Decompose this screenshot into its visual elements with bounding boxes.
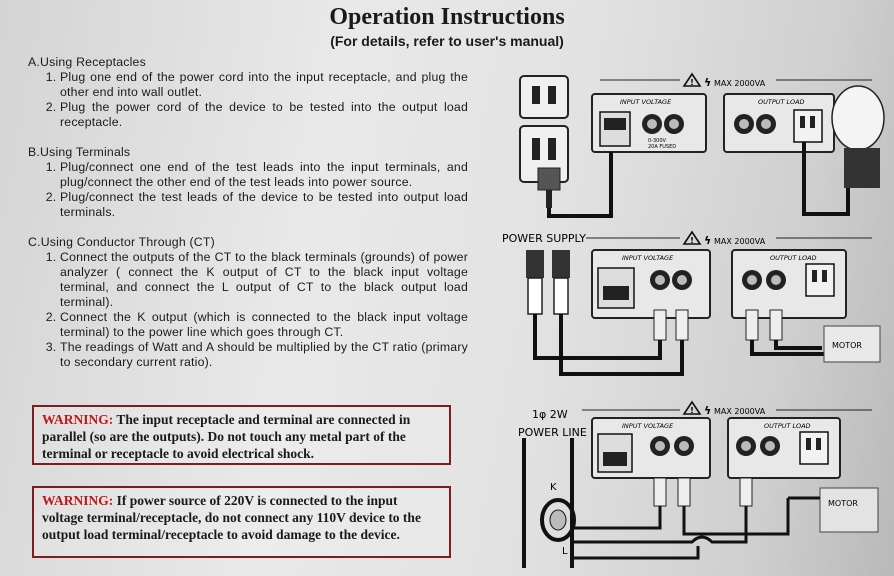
current-transformer-icon: [542, 500, 574, 540]
output-load-label: OUTPUT LOAD: [758, 98, 805, 106]
instructions: [28, 55, 468, 385]
output-load-label: OUTPUT LOAD: [764, 422, 811, 430]
max-rating-label: MAX 2000VA: [714, 237, 766, 246]
motor-icon: [820, 488, 878, 532]
wall-plug: [538, 168, 560, 190]
warning-text: The input receptacle and terminal are connected in parallel (so are the outputs). Do not touch any metal part of the terminal or receptacle to avoid electrical shock.: [42, 412, 411, 461]
step: 2. Connect the K output (which is connected to the black input voltage terminal) to the power line which goes through CT.: [60, 310, 468, 340]
svg-text:ϟ: ϟ: [704, 76, 712, 89]
page-title: Operation Instructions: [329, 4, 565, 30]
diagram-terminals: [502, 232, 880, 374]
warning-triangle-icon: [684, 232, 711, 247]
light-bulb-icon: [832, 86, 884, 188]
step: 1. Plug one end of the power cord into the input receptacle, and plug the other end into wall outlet.: [60, 70, 468, 100]
step: 3. The readings of Watt and A should be multiplied by the CT ratio (primary to secondary current ratio).: [60, 340, 468, 370]
wall-outlet: [520, 76, 568, 118]
power-supply-label: POWER SUPPLY: [502, 232, 586, 245]
diagram-ct: [518, 402, 878, 568]
warning-label: WARNING:: [42, 412, 114, 427]
step: 2. Plug the power cord of the device to be tested into the output load receptacle.: [60, 100, 468, 130]
input-voltage-label: INPUT VOLTAGE: [620, 98, 672, 106]
warning-box-parallel: [32, 405, 451, 465]
ct-k-label: K: [550, 482, 557, 493]
motor-label: MOTOR: [828, 499, 858, 508]
warning-triangle-icon: [684, 74, 711, 89]
page-subtitle: (For details, refer to user's manual): [330, 33, 564, 49]
output-load-label: OUTPUT LOAD: [770, 254, 817, 262]
svg-text:!: !: [690, 78, 694, 87]
power-line-label: POWER LINE: [518, 426, 587, 439]
ct-l-label: L: [562, 546, 568, 557]
wiring-diagram: [488, 58, 888, 568]
warning-label: WARNING:: [42, 493, 114, 508]
warning-box-220v: [32, 486, 451, 558]
warning-triangle-icon: [684, 402, 711, 417]
motor-label: MOTOR: [832, 341, 862, 350]
section-heading: B.Using Terminals: [28, 145, 131, 159]
step: 1. Plug/connect one end of the test leads into the input terminals, and plug/connect the other end of the test leads into power source.: [60, 160, 468, 190]
svg-text:!: !: [690, 406, 694, 415]
section-heading: A.Using Receptacles: [28, 55, 146, 69]
fuse-rating: 20A FUSED: [648, 144, 677, 150]
svg-text:ϟ: ϟ: [704, 234, 712, 247]
phase-label: 1φ 2W: [532, 408, 568, 421]
section-a: [28, 55, 468, 130]
diagram-receptacles: [520, 74, 884, 216]
section-heading: C.Using Conductor Through (CT): [28, 235, 215, 249]
fuse-rating: 0-300V: [648, 138, 666, 144]
svg-text:!: !: [690, 236, 694, 245]
section-b: [28, 145, 468, 220]
section-c: [28, 235, 468, 370]
svg-text:ϟ: ϟ: [704, 404, 712, 417]
input-voltage-label: INPUT VOLTAGE: [622, 254, 674, 262]
max-rating-label: MAX 2000VA: [714, 407, 766, 416]
step: 2. Plug/connect the test leads of the device to be tested into output load terminals.: [60, 190, 468, 220]
max-rating-label: MAX 2000VA: [714, 79, 766, 88]
warning-text: If power source of 220V is connected to the input voltage terminal/receptacle, do not connect any 110V device to the output load terminal/receptacle to avoid damage to the device.: [42, 493, 421, 542]
step: 1. Connect the outputs of the CT to the black terminals (grounds) of power analyzer ( connect the K output of CT to the black input voltage terminal, and connect the L output of CT to the black output load terminal).: [60, 250, 468, 310]
input-voltage-label: INPUT VOLTAGE: [622, 422, 674, 430]
